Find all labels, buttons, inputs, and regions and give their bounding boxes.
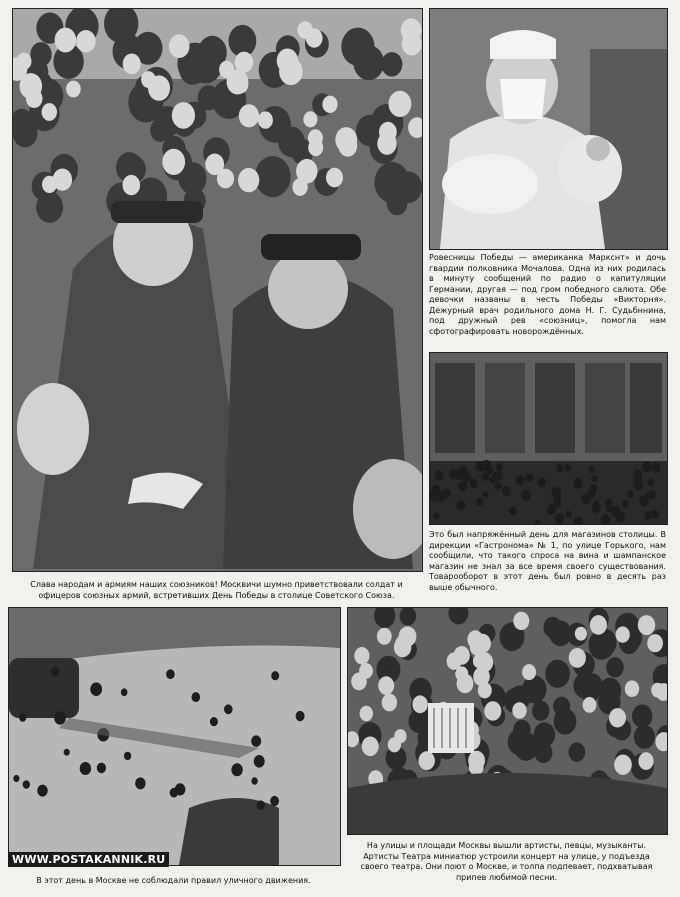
crowd-figure	[555, 513, 564, 524]
crowd-figure	[169, 34, 190, 58]
crowd-figure	[37, 785, 47, 797]
baby-face	[586, 137, 610, 161]
officer-right-cap	[261, 234, 361, 260]
crowd-figure	[565, 464, 572, 472]
crowd-figure	[239, 104, 259, 127]
crowd-figure	[251, 735, 261, 746]
street-concert-photo	[347, 607, 668, 835]
crowd-figure	[634, 725, 655, 749]
crowd-figure	[238, 168, 259, 192]
crowd-figure	[632, 704, 652, 728]
crowd-figure	[279, 58, 303, 85]
crowd-figure	[521, 490, 531, 501]
crowd-figure	[512, 702, 526, 719]
crowd-figure	[513, 720, 530, 740]
crowd-figure	[148, 75, 170, 100]
car-left	[9, 658, 79, 718]
crowd-figure	[351, 673, 367, 691]
crowd-figure	[651, 463, 660, 473]
traffic-caption: В этот день в Москве не соблюдали правил уличного движения.	[36, 876, 311, 885]
crowd-figure	[622, 500, 629, 508]
crowd-figure	[534, 742, 552, 763]
crowd-figure	[647, 634, 663, 652]
woman-left-face	[17, 383, 89, 475]
crowd-figure	[162, 149, 185, 175]
crowd-figure	[634, 480, 643, 491]
crowd-figure	[435, 470, 444, 480]
crowd-figure	[121, 688, 128, 696]
crowd-figure	[341, 28, 374, 66]
crowd-figure	[322, 96, 337, 113]
street-traffic-photo	[8, 607, 341, 866]
crowd-figure	[513, 612, 529, 630]
crowd-figure	[251, 777, 257, 784]
crowd-figure	[614, 755, 632, 775]
crowd-figure	[476, 498, 483, 506]
crowd-figure	[90, 682, 102, 696]
officer-left-cap	[111, 201, 203, 223]
crowd-figure	[467, 630, 483, 648]
crowd-figure	[257, 800, 265, 810]
crowd-figure	[616, 626, 630, 642]
crowd-figure	[573, 478, 582, 489]
crowd-figure	[588, 488, 596, 497]
crowd-figure	[565, 511, 571, 518]
crowd-figure	[80, 762, 91, 775]
crowd-figure	[54, 711, 66, 724]
crowd-figure	[502, 486, 511, 496]
crowd-figure	[170, 788, 178, 798]
crowd-figure	[459, 466, 468, 477]
crowd-figure	[123, 175, 141, 195]
crowd-figure	[394, 637, 411, 657]
crowd-figure	[377, 132, 396, 154]
crowd-figure	[378, 676, 394, 695]
baby-bundle-left	[442, 154, 538, 214]
crowd-figure	[648, 490, 656, 499]
officer-right-face	[268, 249, 348, 329]
crowd-figure	[592, 475, 598, 482]
crowd-figure	[638, 615, 655, 635]
crowd-figure	[588, 466, 594, 473]
crowd-figure	[326, 168, 343, 188]
crowd-figure	[377, 628, 392, 645]
crowd-figure	[51, 667, 59, 677]
nurse-caption: Ровесницы Победы — американка Маркснт» и дочь гвардии полковника Мочалова. Одна из них родилась в минуту сообщений по радио о капитуляции Германии, другая — под гром победного салюта. Обе девочки названы в честь Победы «Викторня». Дежурный врач родильного дома Н. Г. Судьбннина, под дружный рев «союзниц», помогла нам сфотографировать новорождённых.	[429, 253, 666, 336]
crowd-figure	[179, 54, 206, 85]
crowd-figure	[476, 461, 485, 472]
crowd-figure	[476, 652, 493, 672]
crowd-figure	[23, 780, 30, 789]
crowd-figure	[642, 461, 652, 472]
crowd-figure	[522, 664, 536, 680]
concert-caption: На улицы и площади Москвы вышли артисты, певцы, музыканты. Артисты Театра миниатюр устроили концерт на улице, у подъезда своего театра. Они поют о Москве, и толпа подпевает, подхватывая припев любимой песни.	[360, 841, 653, 882]
crowd-figure	[589, 630, 615, 660]
crowd-figure	[469, 759, 484, 776]
crowd-figure	[296, 711, 305, 721]
crowd-figure	[66, 81, 81, 98]
crowd-figure	[412, 695, 427, 713]
crowd-figure	[205, 154, 224, 176]
crowd-figure	[482, 491, 488, 498]
crowd-figure	[606, 657, 624, 677]
crowd-figure	[496, 463, 502, 470]
crowd-figure	[64, 749, 70, 756]
crowd-figure	[525, 473, 533, 482]
crowd-figure	[210, 717, 218, 726]
crowd-figure	[124, 752, 131, 760]
crowd-figure	[306, 29, 323, 48]
crowd-figure	[123, 54, 141, 75]
crowd-figure	[495, 482, 502, 490]
crowd-figure	[42, 103, 57, 121]
crowd-figure	[381, 52, 402, 76]
store-caption: Это был напряжённый день для магазинов столицы. В дирекции «Гастронома» № 1, по улице Горького, нам сообщили, что такого спроса на вина и шампанское магазин не знал за все время своего существования. Товарооборот в этот день был ровно в десять раз выше обычного.	[429, 530, 666, 592]
crowd-caption: Слава народам и армиям наших союзников! Москвичи шумно приветствовали солдат и офицеров союзных армий, встретивших День Победы в столице Советского Союза.	[30, 580, 403, 600]
crowd-figure	[590, 615, 607, 635]
crowd-figure	[362, 737, 379, 757]
crowd-figure	[545, 660, 570, 688]
accordion	[428, 703, 474, 753]
crowd-figure	[554, 500, 561, 508]
crowd-figure	[647, 478, 654, 486]
crowd-figure	[509, 507, 517, 516]
crowd-figure	[42, 176, 57, 193]
crowd-figure	[235, 52, 253, 73]
crowd-figure	[270, 796, 279, 806]
crowd-figure	[389, 91, 412, 117]
crowd-figure	[522, 675, 546, 703]
nurse-mask	[500, 79, 546, 119]
crowd-figure	[17, 53, 32, 70]
crowd-figure	[609, 708, 626, 727]
crowd-figure	[97, 763, 106, 774]
crowd-figure	[625, 680, 639, 697]
gastronom-store-photo	[429, 352, 668, 525]
crowd-figure	[456, 500, 465, 511]
crowd-figure	[592, 503, 601, 513]
crowd-figure	[254, 755, 265, 768]
crowd-figure	[470, 479, 478, 488]
crowd-figure	[13, 775, 19, 782]
crowd-figure	[224, 704, 233, 714]
nurse-babies-photo	[429, 8, 668, 250]
crowd-figure	[433, 513, 439, 520]
crowd-figure	[166, 669, 175, 679]
crowd-figure	[76, 30, 96, 52]
crowd-figure	[627, 490, 634, 498]
crowd-figure	[354, 647, 369, 665]
crowd-figure	[583, 697, 597, 713]
crowd-figure	[516, 475, 525, 485]
crowd-figure	[493, 471, 502, 481]
crowd-figure	[258, 111, 273, 128]
crowd-figure	[55, 28, 77, 53]
crowd-figure	[233, 76, 248, 94]
crowd-figure	[255, 156, 291, 197]
crowd-figure	[459, 481, 468, 491]
crowd-figure	[606, 505, 613, 513]
crowd-figure	[532, 701, 549, 721]
crowd-figure	[388, 737, 401, 752]
crowd-figure	[455, 666, 468, 681]
crowd-figure	[335, 127, 357, 152]
crowd-figure	[303, 111, 317, 127]
crowd-figure	[443, 489, 451, 498]
crowd-figure	[13, 119, 38, 148]
crowd-figure	[611, 506, 621, 517]
victory-crowd-photo	[12, 8, 423, 572]
site-watermark: WWW.POSTAKANNIK.RU	[8, 852, 169, 867]
crowd-figure	[538, 478, 546, 488]
crowd-figure	[192, 692, 201, 702]
crowd-figure	[395, 172, 422, 203]
crowd-figure	[231, 763, 242, 776]
crowd-figure	[644, 511, 652, 520]
crowd-figure	[308, 129, 323, 146]
crowd-figure	[419, 751, 435, 770]
crowd-figure	[575, 627, 587, 641]
crowd-figure	[482, 473, 489, 481]
crowd-figure	[172, 102, 195, 129]
crowd-figure	[30, 42, 51, 67]
crowd-figure	[271, 671, 279, 680]
crowd-figure	[568, 743, 585, 762]
crowd-figure	[543, 617, 561, 638]
crowd-figure	[556, 464, 564, 473]
crowd-figure	[484, 701, 501, 721]
crowd-figure	[638, 752, 653, 770]
crowd-figure	[135, 777, 145, 789]
crowd-figure	[553, 697, 570, 717]
crowd-figure	[401, 18, 422, 42]
crowd-figure	[360, 706, 373, 721]
crowd-figure	[569, 648, 586, 668]
crowd-figure	[19, 713, 26, 721]
crowd-figure	[382, 694, 397, 712]
crowd-figure	[296, 159, 317, 184]
